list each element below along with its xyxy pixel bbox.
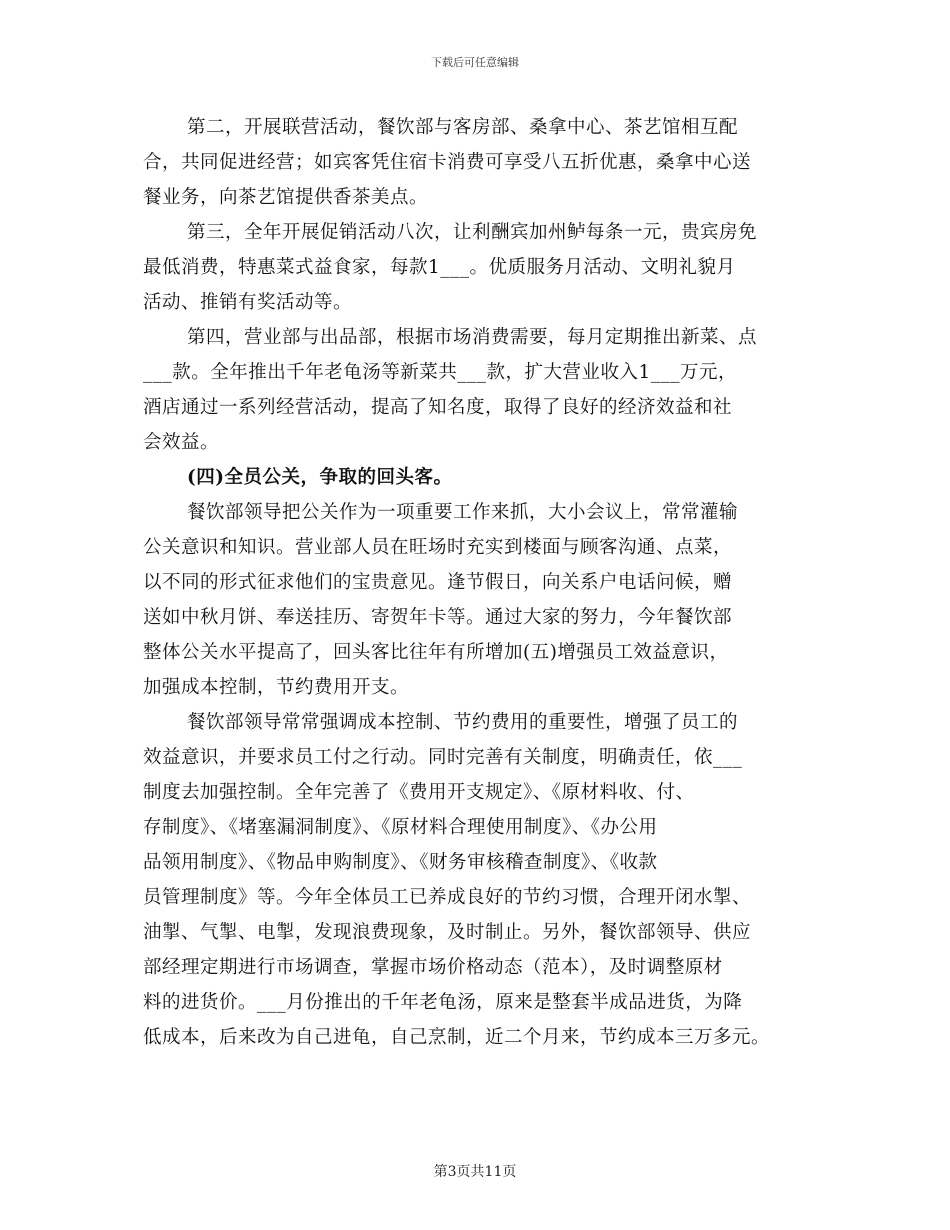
document-body [143, 110, 808, 1055]
paragraph-line: 第二，开展联营活动，餐饮部与客房部、桑拿中心、茶艺馆相互配 [187, 117, 739, 138]
page-header: 下载后可任意编辑 [431, 56, 519, 69]
section-heading: (四)全员公关，争取的回头客。 [187, 467, 453, 488]
paragraph-line: 活动、推销有奖活动等。 [143, 292, 353, 313]
paragraph-line: 最低消费，特惠菜式益食家，每款1___。优质服务月活动、文明礼貌月 [143, 257, 736, 278]
paragraph-line: 员管理制度》等。今年全体员工已养成良好的节约习惯，合理开闭水掣、 [143, 887, 752, 908]
paragraph-line: 第四，营业部与出品部，根据市场消费需要，每月定期推出新菜、点 [187, 327, 758, 348]
paragraph-line: 餐饮部领导常常强调成本控制、节约费用的重要性，增强了员工的 [187, 712, 739, 733]
paragraph-line: 加强成本控制，节约费用开支。 [143, 677, 410, 698]
paragraph-line: 存制度》、《堵塞漏洞制度》、《原材料合理使用制度》、《办公用 [143, 817, 658, 838]
paragraph-line: 低成本，后来改为自己进龟，自己烹制，近二个月来，节约成本三万多元。 [143, 1027, 771, 1048]
paragraph-line: 合，共同促进经营；如宾客凭住宿卡消费可享受八五折优惠，桑拿中心送 [143, 152, 752, 173]
paragraph-line: 餐业务，向茶艺馆提供香茶美点。 [143, 187, 429, 208]
paragraph-line: 酒店通过一系列经营活动，提高了知名度，取得了良好的经济效益和社 [143, 397, 733, 418]
paragraph-line: 整体公关水平提高了，回头客比往年有所增加(五)增强员工效益意识， [143, 642, 729, 663]
paragraph-line: 以不同的形式征求他们的宝贵意见。逢节假日，向关系户电话问候，赠 [143, 572, 733, 593]
paragraph-line: 料的进货价。___月份推出的千年老龟汤，原来是整套半成品进货，为降 [143, 992, 743, 1013]
paragraph-line: 餐饮部领导把公关作为一项重要工作来抓，大小会议上，常常灌输 [187, 502, 739, 523]
page-footer: 第3页共11页 [433, 1164, 517, 1180]
paragraph-line: ___款。全年推出千年老龟汤等新菜共___款，扩大营业收入1___万元， [143, 362, 738, 383]
paragraph-line: 效益意识，并要求员工付之行动。同时完善有关制度，明确责任，依___ [143, 747, 743, 768]
paragraph-line: 第三，全年开展促销活动八次，让利酬宾加州鲈每条一元，贵宾房免 [187, 222, 758, 243]
paragraph-line: 品领用制度》、《物品申购制度》、《财务审核稽查制度》、《收款 [143, 852, 658, 873]
paragraph-line: 会效益。 [143, 432, 220, 453]
paragraph-line: 油掣、气掣、电掣，发现浪费现象，及时制止。另外，餐饮部领导、供应 [143, 922, 752, 943]
paragraph-line: 公关意识和知识。营业部人员在旺场时充实到楼面与顾客沟通、点菜， [143, 537, 733, 558]
paragraph-line: 制度去加强控制。全年完善了《费用开支规定》、《原材料收、付、 [143, 782, 695, 803]
paragraph-line: 部经理定期进行市场调查，掌握市场价格动态（范本），及时调整原材 [143, 957, 723, 978]
paragraph-line: 送如中秋月饼、奉送挂历、寄贺年卡等。通过大家的努力，今年餐饮部 [143, 607, 733, 628]
